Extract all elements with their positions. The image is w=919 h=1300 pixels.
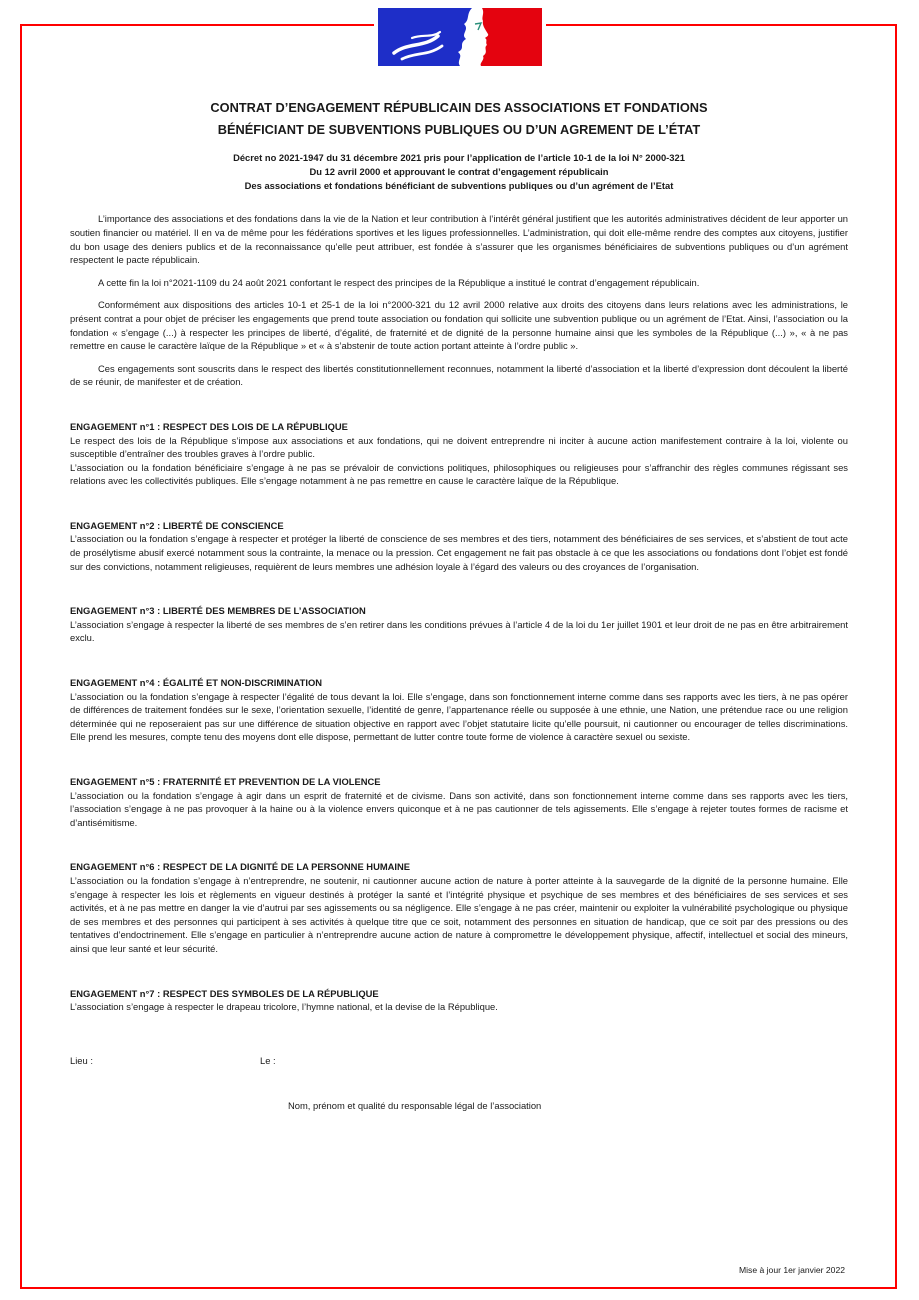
introduction bbox=[70, 212, 848, 389]
engagement-paragraph: Le respect des lois de la République s’impose aux associations et aux fondations, qui ne doivent entreprendre ni inciter à aucune action manifestement contraire à la loi, violente ou susceptible d’entraîner des troubles graves à l’ordre public. bbox=[70, 434, 848, 460]
engagement-section-1 bbox=[70, 420, 848, 488]
engagement-paragraph: L’association ou la fondation s’engage à n’entreprendre, ne soutenir, ni cautionner aucune action de nature à porter atteinte à la sauvegarde de la dignité de la personne humaine. Elle s’engage à respecter les lois et règlements en vigueur destinés à protéger la santé et l’intégrité physique et psychique de ses membres et des bénéficiaires de ses services et ses activités, et à ne pas mettre en danger la vie d’autrui par ses agissements ou sa négligence. Elle s’engage à ne pas créer, maintenir ou exploiter la vulnérabilité psychologique ou physique de ses membres et des personnes qui participent à ses activités à quelque titre que ce soit, notamment des personnes en situation de handicap, que ce soit par des pressions ou des tentatives d’endoctrinement. Elle s’engage en particulier à n’entreprendre aucune action de nature à compromettre le développement physique, affectif, intellectuel et social des mineurs, ainsi que leur santé et leur sécurité. bbox=[70, 874, 848, 954]
engagement-section-4 bbox=[70, 676, 848, 744]
engagement-paragraph: L’association s’engage à respecter la liberté de ses membres de s’en retirer dans les conditions prévues à l’article 4 de la loi du 1er juillet 1901 et leur droit de ne pas en être arbitrairement exclu. bbox=[70, 618, 848, 644]
engagement-paragraph: L’association ou la fondation s’engage à respecter l’égalité de tous devant la loi. Elle s’engage, dans son fonctionnement interne comme dans ses rapports avec les tiers, à ne pas opérer de différences de traitement fondées sur le sexe, l’orientation sexuelle, l’identité de genre, l’appartenance réelle ou supposée à une ethnie, une Nation, une prétendue race ou une religion déterminée qui ne reposeraient pas sur une différence de situation objective en rapport avec l’objet statutaire licite qu’elle poursuit, ni cautionner ou encourager de telles discriminations. Elle prend les mesures, compte tenu des moyens dont elle dispose, permettant de lutter contre toute forme de violence à caractère sexuel ou sexiste. bbox=[70, 690, 848, 743]
decree-subtitle bbox=[70, 151, 848, 192]
subtitle-line-2: Du 12 avril 2000 et approuvant le contrat d’engagement républicain bbox=[309, 165, 609, 177]
document-title bbox=[70, 97, 848, 141]
le-label: Le : bbox=[260, 1054, 276, 1066]
intro-paragraph: Conformément aux dispositions des articles 10-1 et 25-1 de la loi n°2000-321 du 12 avril 2000 relative aux droits des citoyens dans leurs relations avec les administrations, le présent contrat a pour objet de préciser les engagements que prend toute association ou fondation qui sollicite une subvention publique ou un agrément de l’Etat. Ainsi, l’association ou la fondation « s’engage (...) à respecter les principes de liberté, d’égalité, de fraternité et de dignité de la personne humaine ainsi que les symboles de la République (...) », « à ne pas remettre en cause le caractère laïque de la République » et « à s’abstenir de toute action portant atteinte à l’ordre public ». bbox=[70, 299, 848, 352]
engagement-section-5 bbox=[70, 775, 848, 829]
engagement-heading: ENGAGEMENT n°4 : ÉGALITÉ ET NON-DISCRIMINATION bbox=[70, 677, 323, 689]
engagement-section-2 bbox=[70, 519, 848, 573]
engagement-section-6 bbox=[70, 860, 848, 955]
engagement-heading: ENGAGEMENT n°7 : RESPECT DES SYMBOLES DE LA RÉPUBLIQUE bbox=[70, 987, 379, 999]
signatory-caption: Nom, prénom et qualité du responsable légal de l’association bbox=[288, 1100, 542, 1112]
logo-blue-block bbox=[378, 8, 472, 66]
engagement-section-3 bbox=[70, 604, 848, 645]
subtitle-line-3: Des associations et fondations bénéficiant de subventions publiques ou d’un agrément de l’Etat bbox=[244, 179, 674, 191]
engagement-heading: ENGAGEMENT n°5 : FRATERNITÉ ET PREVENTION DE LA VIOLENCE bbox=[70, 776, 381, 788]
engagement-heading: ENGAGEMENT n°6 : RESPECT DE LA DIGNITÉ DE LA PERSONNE HUMAINE bbox=[70, 861, 411, 873]
engagement-paragraph: L’association ou la fondation s’engage à respecter et protéger la liberté de conscience de ses membres et des tiers, notamment des bénéficiaires de ses services, et s’abstient de tout acte de prosélytisme abusif exercé notamment sous la contrainte, la menace ou la pression. Cet engagement ne fait pas obstacle à ce que les associations ou fondations dont l’objet est fondé sur des convictions, notamment religieuses, requièrent de leurs membres une adhésion loyale à l’égard des valeurs ou des croyances de l’organisation. bbox=[70, 533, 848, 572]
engagement-section-7 bbox=[70, 987, 848, 1014]
title-line-1: CONTRAT D’ENGAGEMENT RÉPUBLICAIN DES ASSOCIATIONS ET FONDATIONS bbox=[210, 100, 708, 115]
engagement-heading: ENGAGEMENT n°2 : LIBERTÉ DE CONSCIENCE bbox=[70, 519, 284, 531]
engagement-heading: ENGAGEMENT n°3 : LIBERTÉ DES MEMBRES DE L’ASSOCIATION bbox=[70, 605, 366, 617]
engagement-paragraph: L’association ou la fondation s’engage à agir dans un esprit de fraternité et de civisme. Dans son activité, dans son fonctionnement interne comme dans ses rapports avec les tiers, l’association s’engage à ne pas provoquer à la haine ou à la violence envers quiconque et à ne pas cautionner de tels agissements. Elle s’engage à rejeter toutes formes de racisme et d’antisémitisme. bbox=[70, 789, 848, 828]
intro-paragraph: Ces engagements sont souscrits dans le respect des libertés constitutionnellement reconnues, notamment la liberté d’association et la liberté d’expression dont découlent la liberté de se réunir, de manifester et de création. bbox=[70, 362, 848, 388]
signature-block bbox=[70, 1054, 848, 1068]
subtitle-line-1: Décret no 2021-1947 du 31 décembre 2021 pris pour l’application de l’article 10-1 de la loi N° 2000-321 bbox=[233, 152, 685, 163]
engagement-heading: ENGAGEMENT n°1 : RESPECT DES LOIS DE LA RÉPUBLIQUE bbox=[70, 420, 348, 432]
marianne-logo-icon bbox=[378, 8, 542, 66]
update-date: Mise à jour 1er janvier 2022 bbox=[738, 1265, 845, 1275]
intro-paragraph: L’importance des associations et des fondations dans la vie de la Nation et leur contribution à l’intérêt général justifient que les autorités administratives décident de leur apporter un soutien financier ou matériel. Il en va de même pour les fédérations sportives et les ligues professionnelles. L’administration, qui doit elle-même rendre des comptes aux citoyens, justifier du bon usage des deniers publics et de la reconnaissance qu’elle peut attribuer, est fondée à s’assurer que les organismes bénéficiaires de subventions publiques ou d’un agrément respectent le pacte républicain. bbox=[70, 213, 848, 266]
engagement-paragraph: L’association ou la fondation bénéficiaire s’engage à ne pas se prévaloir de convictions politiques, philosophiques ou religieuses pour s’affranchir des règles communes régissant ses relations avec les collectivités publiques. Elle s’engage notamment à ne pas remettre en cause le caractère laïque de la République. bbox=[70, 461, 848, 487]
logo-red-block bbox=[480, 8, 541, 66]
document-body bbox=[70, 97, 848, 1113]
french-republic-logo bbox=[374, 8, 546, 66]
intro-paragraph: A cette fin la loi n°2021-1109 du 24 août 2021 confortant le respect des principes de la République a institué le contrat d’engagement républicain. bbox=[98, 276, 700, 288]
title-line-2: BÉNÉFICIANT DE SUBVENTIONS PUBLIQUES OU D’UN AGREMENT DE L’ÉTAT bbox=[217, 122, 701, 137]
lieu-label: Lieu : bbox=[70, 1054, 93, 1066]
engagement-paragraph: L’association s’engage à respecter le drapeau tricolore, l’hymne national, et la devise de la République. bbox=[70, 1001, 498, 1013]
